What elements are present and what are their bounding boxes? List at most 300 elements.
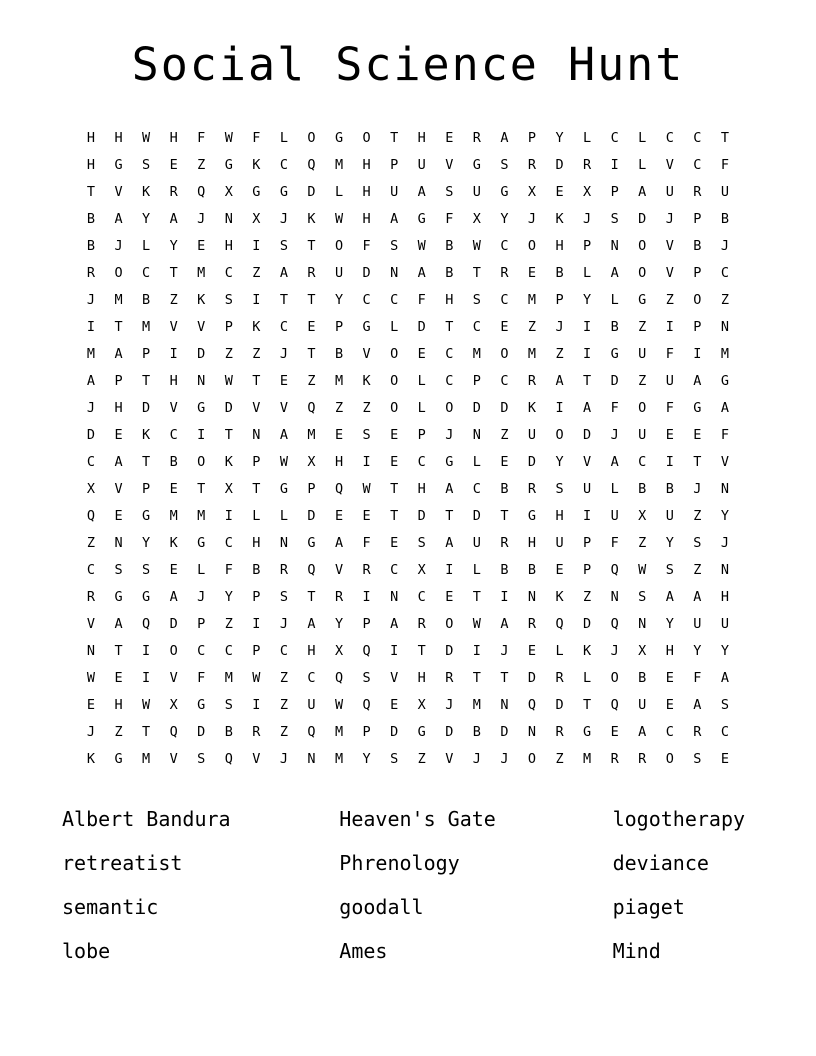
grid-letter: R [500,265,509,281]
grid-letter: A [610,265,619,281]
grid-letter: E [720,751,729,767]
grid-letter: G [417,211,426,227]
grid-letter: J [279,616,288,632]
grid-letter: P [224,319,233,335]
grid-letter: X [638,643,647,659]
grid-letter: I [500,589,509,605]
grid-letter: L [638,130,647,146]
grid-row [78,476,738,503]
grid-letter: K [555,589,564,605]
grid-letter: M [527,292,537,308]
grid-letter: G [279,184,288,200]
grid-letter: G [638,292,647,308]
grid-letter: S [197,751,206,767]
grid-letter: Q [307,400,316,416]
grid-letter: A [665,589,674,605]
grid-letter: B [334,346,344,362]
grid-row [78,611,738,638]
grid-letter: A [638,724,647,740]
grid-letter: O [169,643,178,659]
grid-letter: H [555,508,564,524]
grid-letter: Y [555,454,564,470]
grid-letter: A [500,130,509,146]
grid-letter: T [224,427,233,443]
grid-letter: N [720,319,729,335]
grid-letter: K [307,211,316,227]
grid-letter: C [224,643,233,659]
grid-letter: N [224,211,233,227]
grid-letter: T [583,373,592,389]
grid-letter: V [334,562,344,578]
grid-letter: E [169,157,178,173]
grid-letter: P [114,373,123,389]
grid-letter: O [527,751,537,767]
grid-letter: F [417,292,426,308]
grid-letter: A [307,616,316,632]
grid-letter: P [583,562,592,578]
grid-letter: R [527,157,537,173]
grid-letter: S [638,589,647,605]
grid-letter: Z [224,346,233,362]
grid-letter: C [693,157,702,173]
grid-letter: C [417,454,426,470]
grid-letter: N [472,427,481,443]
grid-row [78,368,738,395]
grid-letter: D [638,211,647,227]
grid-letter: Z [197,157,206,173]
grid-letter: A [445,535,454,551]
grid-letter: R [279,562,288,578]
grid-letter: Z [224,616,233,632]
grid-letter: C [500,373,509,389]
grid-letter: R [334,589,344,605]
grid-letter: S [693,751,702,767]
grid-letter: Y [693,643,702,659]
grid-row [78,422,738,449]
grid-letter: D [307,184,316,200]
grid-letter: B [169,454,178,470]
grid-letter: X [417,697,426,713]
grid-letter: V [252,751,261,767]
grid-letter: C [142,265,151,281]
grid-letter: Y [169,238,178,254]
grid-letter: Y [334,616,344,632]
grid-row [78,260,738,287]
grid-letter: C [279,319,288,335]
grid-letter: D [445,724,454,740]
grid-letter: O [307,130,316,146]
grid-letter: A [169,589,178,605]
grid-letter: G [362,319,371,335]
grid-letter: A [693,697,702,713]
grid-letter: T [307,238,316,254]
grid-letter: S [362,427,371,443]
grid-letter: H [417,481,426,497]
grid-letter: O [638,265,647,281]
grid-letter: E [279,373,288,389]
grid-letter: F [665,400,674,416]
grid-letter: P [362,616,371,632]
grid-letter: W [86,670,96,686]
grid-letter: Q [307,157,316,173]
grid-letter: U [334,265,344,281]
grid-letter: A [583,400,592,416]
grid-letter: N [114,535,123,551]
grid-letter: J [472,751,481,767]
grid-letter: E [169,562,178,578]
grid-letter: T [307,346,316,362]
grid-letter: I [583,508,592,524]
grid-letter: L [555,643,564,659]
grid-letter: L [390,319,399,335]
grid-letter: B [224,724,233,740]
grid-letter: B [638,481,647,497]
grid-letter: Z [638,373,647,389]
grid-row [78,692,738,719]
grid-letter: Z [169,292,178,308]
grid-letter: V [169,670,178,686]
grid-letter: A [86,373,96,389]
grid-letter: Q [307,562,316,578]
grid-letter: F [693,670,702,686]
grid-letter: L [142,238,151,254]
grid-letter: C [417,589,426,605]
grid-letter: T [252,373,261,389]
grid-letter: R [638,751,647,767]
grid-letter: L [583,130,592,146]
grid-letter: Z [583,589,592,605]
grid-row [78,233,738,260]
grid-letter: A [279,265,288,281]
grid-letter: C [500,238,509,254]
grid-letter: C [500,292,509,308]
grid-letter: U [417,157,426,173]
grid-letter: N [610,589,619,605]
grid-letter: A [500,616,509,632]
grid-letter: C [665,130,674,146]
grid-letter: Z [362,400,371,416]
grid-letter: S [610,211,619,227]
grid-letter: B [720,211,729,227]
grid-letter: O [197,454,206,470]
grid-row [78,530,738,557]
grid-letter: N [638,616,647,632]
grid-letter: B [610,319,619,335]
grid-letter: F [252,130,261,146]
grid-letter: F [362,238,371,254]
grid-letter: T [693,454,702,470]
grid-letter: S [114,562,123,578]
grid-letter: B [500,481,509,497]
grid-letter: Y [720,643,729,659]
grid-letter: J [86,724,96,740]
grid-letter: P [142,346,151,362]
grid-letter: B [527,562,537,578]
grid-letter: D [224,400,233,416]
grid-letter: T [390,481,399,497]
grid-letter: B [472,724,481,740]
grid-letter: G [500,184,509,200]
word-list-item: retreatist [62,851,183,875]
grid-letter: A [720,670,729,686]
grid-letter: C [390,292,399,308]
grid-letter: E [390,427,399,443]
grid-letter: I [142,670,151,686]
grid-letter: D [472,400,481,416]
grid-row [78,206,738,233]
grid-letter: A [114,211,123,227]
grid-letter: G [142,589,151,605]
grid-letter: P [252,589,261,605]
grid-letter: E [555,184,564,200]
grid-letter: D [142,400,151,416]
grid-letter: M [86,346,96,362]
grid-letter: U [555,535,564,551]
grid-letter: Z [527,319,537,335]
grid-letter: S [142,157,151,173]
grid-letter: T [472,589,481,605]
grid-letter: H [114,130,123,146]
grid-letter: Q [334,481,344,497]
grid-letter: P [417,427,426,443]
grid-letter: P [197,616,206,632]
grid-letter: Y [720,508,729,524]
grid-letter: A [555,373,564,389]
grid-letter: C [693,130,702,146]
grid-letter: M [334,373,344,389]
grid-letter: R [555,670,564,686]
grid-letter: V [665,265,674,281]
grid-letter: T [86,184,96,200]
grid-letter: I [197,427,206,443]
grid-letter: L [417,400,426,416]
grid-letter: T [307,589,316,605]
grid-letter: H [362,211,371,227]
grid-row [78,503,738,530]
grid-letter: P [583,238,592,254]
grid-letter: U [665,508,674,524]
grid-letter: I [362,454,371,470]
grid-letter: K [197,292,206,308]
grid-letter: K [527,400,537,416]
grid-letter: C [197,643,206,659]
grid-letter: U [720,616,729,632]
grid-letter: E [693,427,702,443]
grid-row [78,719,738,746]
grid-letter: R [445,670,454,686]
grid-letter: J [197,211,206,227]
grid-letter: M [142,319,151,335]
grid-letter: H [169,130,178,146]
grid-letter: D [527,454,537,470]
grid-letter: M [472,346,481,362]
grid-letter: P [334,319,344,335]
grid-letter: S [224,697,233,713]
grid-letter: D [86,427,96,443]
grid-letter: Y [362,751,371,767]
grid-letter: G [307,535,316,551]
grid-letter: J [500,751,509,767]
grid-letter: C [720,265,729,281]
grid-letter: G [142,508,151,524]
grid-letter: M [583,751,592,767]
grid-letter: X [334,643,344,659]
grid-letter: L [610,481,619,497]
grid-letter: N [307,751,316,767]
word-list-item: Mind [612,939,661,963]
grid-letter: B [86,211,96,227]
grid-row [78,179,738,206]
grid-letter: I [142,643,151,659]
grid-row [78,665,738,692]
grid-letter: P [610,184,619,200]
grid-letter: C [610,130,619,146]
grid-letter: V [197,319,206,335]
grid-letter: C [390,562,399,578]
grid-letter: P [693,265,702,281]
grid-letter: G [197,535,206,551]
grid-letter: G [720,373,729,389]
grid-letter: G [279,481,288,497]
grid-letter: O [445,400,454,416]
word-list-column [58,797,291,973]
grid-letter: B [86,238,96,254]
grid-letter: L [472,454,481,470]
grid-letter: O [693,292,702,308]
grid-letter: K [142,427,151,443]
word-list-item: deviance [612,851,709,875]
grid-letter: J [445,427,454,443]
grid-letter: H [720,589,729,605]
grid-letter: A [169,211,178,227]
grid-letter: V [252,400,261,416]
grid-letter: H [86,130,96,146]
grid-letter: X [307,454,316,470]
grid-letter: T [197,481,206,497]
grid-letter: U [638,427,647,443]
grid-letter: S [500,157,509,173]
grid-letter: N [86,643,96,659]
grid-letter: G [114,157,123,173]
grid-letter: O [390,373,399,389]
grid-row [78,152,738,179]
grid-letter: M [720,346,729,362]
grid-letter: Y [142,535,151,551]
grid-letter: C [224,265,233,281]
grid-letter: R [527,616,537,632]
grid-letter: Q [527,697,537,713]
grid-letter: L [252,508,261,524]
word-list-item: semantic [62,895,159,919]
grid-letter: V [169,319,178,335]
grid-letter: J [445,697,454,713]
grid-letter: O [638,400,647,416]
grid-letter: H [307,643,316,659]
grid-letter: J [693,481,702,497]
grid-letter: M [334,751,344,767]
grid-letter: J [279,751,288,767]
grid-letter: E [169,481,178,497]
grid-letter: V [114,481,123,497]
grid-letter: A [390,211,399,227]
grid-letter: V [169,751,178,767]
grid-letter: O [610,670,619,686]
grid-letter: F [197,130,206,146]
grid-letter: R [693,184,702,200]
grid-letter: T [472,265,481,281]
grid-row [78,287,738,314]
grid-letter: M [169,508,178,524]
grid-letter: S [472,292,481,308]
grid-letter: I [252,292,261,308]
grid-letter: R [169,184,178,200]
word-list-column [291,797,524,973]
grid-letter: P [693,211,702,227]
grid-letter: S [362,670,371,686]
grid-letter: B [665,481,674,497]
grid-letter: E [114,508,123,524]
grid-letter: R [527,373,537,389]
grid-letter: S [693,535,702,551]
grid-letter: S [665,562,674,578]
grid-letter: U [307,697,316,713]
grid-letter: D [472,508,481,524]
grid-letter: Y [583,292,592,308]
grid-letter: Q [362,643,371,659]
grid-letter: P [307,481,316,497]
grid-letter: F [665,346,674,362]
grid-letter: R [472,130,481,146]
grid-letter: Z [638,319,647,335]
grid-letter: I [252,697,261,713]
grid-letter: U [472,535,481,551]
grid-letter: S [445,184,454,200]
grid-letter: J [86,292,96,308]
grid-letter: B [252,562,261,578]
grid-letter: K [142,184,151,200]
grid-letter: D [307,508,316,524]
grid-letter: E [390,454,399,470]
grid-letter: G [197,697,206,713]
grid-letter: L [279,508,288,524]
word-list-item: Phrenology [339,851,460,875]
grid-letter: Z [114,724,123,740]
grid-letter: S [390,751,399,767]
grid-letter: O [555,427,564,443]
grid-row [78,314,738,341]
grid-letter: I [665,319,674,335]
grid-letter: L [279,130,288,146]
grid-letter: T [252,481,261,497]
grid-letter: R [362,562,371,578]
grid-letter: C [86,454,96,470]
grid-letter: G [252,184,261,200]
grid-letter: C [279,157,288,173]
grid-letter: E [445,130,454,146]
grid-letter: W [142,697,151,713]
word-list-item: piaget [612,895,685,919]
grid-letter: K [555,211,564,227]
grid-letter: E [390,697,399,713]
grid-letter: A [445,481,454,497]
grid-letter: Z [720,292,729,308]
grid-letter: A [114,454,123,470]
grid-letter: V [390,670,399,686]
grid-letter: N [252,427,261,443]
grid-letter: J [610,427,619,443]
grid-letter: W [472,238,481,254]
grid-letter: I [610,157,619,173]
